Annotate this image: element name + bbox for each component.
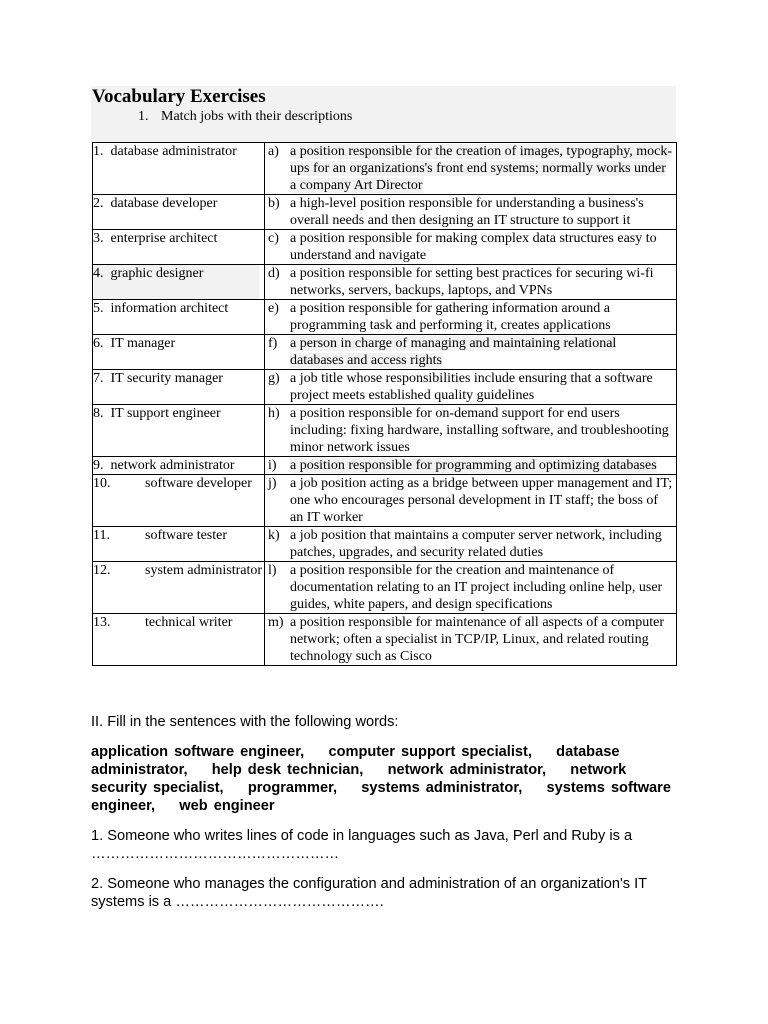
- sentence-2: 2. Someone who manages the configuration and administration of an organization's IT systems is a …………………………………….: [91, 876, 647, 910]
- word-bank-item: database administrator,: [91, 744, 620, 778]
- job-title: information architect: [110, 301, 229, 316]
- description-text: a position responsible for maintenance of all aspects of a computer network; often a specialist in TCP/IP, Linux, and related routing technology such as Cisco: [290, 615, 664, 664]
- description-letter: j): [268, 476, 277, 491]
- description-text: a job position that maintains a computer server network, including patches, upgrades, and security related duties: [290, 528, 662, 560]
- table-row: [93, 335, 677, 370]
- job-number: 5.: [93, 301, 104, 316]
- job-number: 1.: [93, 144, 104, 159]
- job-cell: [93, 457, 265, 475]
- table-row: [93, 230, 677, 265]
- job-number: 11.: [93, 528, 110, 543]
- table-row: [93, 527, 677, 562]
- job-title: system administrator: [145, 563, 263, 578]
- description-cell: [265, 195, 677, 230]
- description-cell: [265, 562, 677, 614]
- description-letter: l): [268, 563, 277, 578]
- table-row: [93, 143, 677, 195]
- table-row: [93, 265, 677, 300]
- sentence-1: 1. Someone who writes lines of code in languages such as Java, Perl and Ruby is a ……………………………………………: [91, 828, 633, 862]
- job-title: network administrator: [110, 458, 235, 473]
- description-cell: [265, 143, 677, 195]
- description-cell: [265, 265, 677, 300]
- job-title: IT manager: [110, 336, 176, 351]
- job-cell: [93, 230, 265, 265]
- job-number: 7.: [93, 371, 104, 386]
- description-letter: i): [268, 458, 277, 473]
- description-cell: [265, 335, 677, 370]
- job-number: 12.: [93, 563, 111, 578]
- description-letter: k): [268, 528, 280, 543]
- description-letter: f): [268, 336, 278, 351]
- description-letter: h): [268, 406, 280, 421]
- description-text: a job position acting as a bridge between upper management and IT; one who encourages personal development in IT staff; the boss of an IT worker: [290, 476, 673, 525]
- description-cell: [265, 370, 677, 405]
- description-letter: a): [268, 144, 279, 159]
- word-bank-item: application software engineer,: [91, 744, 305, 760]
- table-row: [93, 195, 677, 230]
- job-cell: [93, 370, 265, 405]
- description-letter: d): [268, 266, 280, 281]
- job-number: 4.: [93, 266, 104, 281]
- word-bank: [91, 743, 681, 815]
- job-cell: [93, 562, 265, 614]
- word-bank-item: help desk technician,: [211, 762, 364, 778]
- description-cell: [265, 405, 677, 457]
- description-letter: m): [268, 615, 284, 630]
- job-number: 8.: [93, 406, 104, 421]
- description-cell: [265, 614, 677, 666]
- job-cell: [93, 475, 265, 527]
- table-row: [93, 370, 677, 405]
- job-cell: [93, 143, 265, 195]
- job-cell: [93, 300, 265, 335]
- instruction-text: Match jobs with their descriptions: [161, 109, 353, 124]
- job-cell: [93, 405, 265, 457]
- page-title: Vocabulary Exercises: [92, 86, 266, 107]
- description-letter: g): [268, 371, 280, 386]
- job-cell: [93, 335, 265, 370]
- job-number: 6.: [93, 336, 104, 351]
- instruction-number: 1.: [138, 109, 149, 124]
- table-row: [93, 562, 677, 614]
- description-text: a position responsible for gathering information around a programming task and performing it, creates applications: [290, 301, 611, 333]
- description-text: a job title whose responsibilities include ensuring that a software project meets established quality guidelines: [290, 371, 653, 403]
- description-text: a person in charge of managing and maintaining relational databases and access rights: [290, 336, 617, 368]
- job-number: 9.: [93, 458, 104, 473]
- description-letter: b): [268, 196, 280, 211]
- table-row: [93, 405, 677, 457]
- description-text: a position responsible for the creation and maintenance of documentation relating to an IT project including online help, user guides, white papers, and design specifications: [290, 563, 663, 612]
- description-text: a high-level position responsible for understanding a business's overall needs and then designing an IT structure to support it: [290, 196, 644, 228]
- exercise-instruction: [138, 108, 352, 125]
- description-letter: e): [268, 301, 279, 316]
- job-number: 13.: [93, 615, 111, 630]
- job-title: enterprise architect: [110, 231, 218, 246]
- job-number: 3.: [93, 231, 104, 246]
- description-text: a position responsible for making complex data structures easy to understand and navigate: [290, 231, 657, 263]
- job-title: software developer: [145, 476, 252, 491]
- description-text: a position responsible for setting best practices for securing wi-fi networks, servers, backups, laptops, and VPNs: [290, 266, 654, 298]
- job-title: software tester: [145, 528, 228, 543]
- description-letter: c): [268, 231, 279, 246]
- word-bank-item: network administrator,: [387, 762, 547, 778]
- section-heading: II. Fill in the sentences with the following words:: [91, 714, 399, 730]
- description-cell: [265, 300, 677, 335]
- description-cell: [265, 230, 677, 265]
- word-bank-item: programmer,: [247, 780, 338, 796]
- fill-in-section: [91, 713, 681, 923]
- job-title: graphic designer: [110, 266, 204, 281]
- table-row: [93, 300, 677, 335]
- job-cell: [93, 614, 265, 666]
- job-number: 10.: [93, 476, 111, 491]
- table-row: [93, 475, 677, 527]
- description-cell: [265, 527, 677, 562]
- word-bank-item: network security specialist,: [91, 762, 627, 796]
- job-number: 2.: [93, 196, 104, 211]
- word-bank-item: systems administrator,: [361, 780, 523, 796]
- description-cell: [265, 475, 677, 527]
- description-text: a position responsible for programming and optimizing databases: [290, 458, 657, 473]
- job-cell: [93, 195, 265, 230]
- table-row: [93, 457, 677, 475]
- word-bank-item: systems software engineer,: [91, 780, 671, 814]
- job-title: database developer: [110, 196, 218, 211]
- matching-table: [92, 142, 677, 666]
- job-cell: [93, 265, 265, 300]
- table-row: [93, 614, 677, 666]
- word-bank-item: web engineer: [179, 798, 275, 814]
- description-text: a position responsible for the creation of images, typography, mock-ups for an organizations's front end systems; normally works under a company Art Director: [290, 144, 673, 193]
- job-title: IT support engineer: [110, 406, 221, 421]
- job-title: technical writer: [145, 615, 233, 630]
- job-title: database administrator: [110, 144, 237, 159]
- job-title: IT security manager: [110, 371, 223, 386]
- description-text: a position responsible for on-demand support for end users including: fixing hardware, installing software, and troubleshooting minor network issues: [290, 406, 669, 455]
- word-bank-item: computer support specialist,: [328, 744, 532, 760]
- job-cell: [93, 527, 265, 562]
- description-cell: [265, 457, 677, 475]
